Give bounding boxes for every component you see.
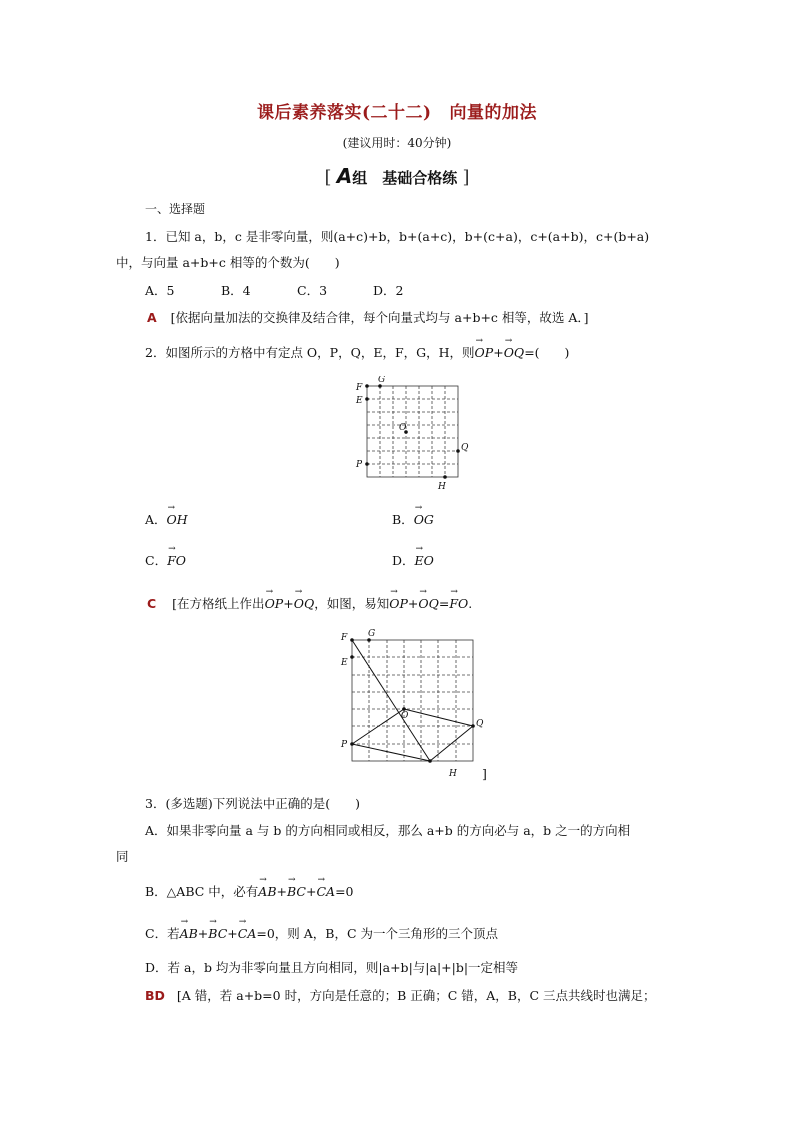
grid-dashed-lines xyxy=(367,386,458,477)
q3-option-c-suffix: =0，则 A，B，C 为一个三角形的三个顶点 xyxy=(256,926,498,941)
label2-f: F xyxy=(341,633,348,643)
q2-stem-vector-oq: → OQ xyxy=(504,345,525,360)
q1-option-a: A．5 xyxy=(145,283,175,298)
q2-option-c-vector: → FO xyxy=(167,553,186,568)
q3-option-c: C．若→ AB+→ BC+→ CA=0，则 A，B，C 为一个三角形的三个顶点 xyxy=(145,924,498,942)
q1-option-b: B．4 xyxy=(221,283,251,298)
label-p: P xyxy=(356,460,363,470)
q3-option-b-suffix: =0 xyxy=(335,884,354,899)
point2-f xyxy=(350,638,354,642)
grid2-dashed-lines xyxy=(352,640,473,761)
q2-exp-vector-oq-2: → OQ xyxy=(418,596,439,611)
point-q xyxy=(456,449,460,453)
q2-option-c-label: C． xyxy=(145,553,168,568)
title-part-1: 课后素养落实(二十二) xyxy=(256,103,432,123)
grid-border xyxy=(367,386,458,477)
q2-solution-figure xyxy=(335,626,495,782)
q3-option-b-vector-bc: → BC xyxy=(287,884,306,899)
q2-exp-vector-op: → OP xyxy=(265,596,284,611)
line-f-h xyxy=(352,640,430,761)
q3-option-a-line2: 同 xyxy=(116,849,129,864)
q2-option-a-vector: → OH xyxy=(167,512,188,527)
point2-e xyxy=(350,655,354,659)
suggested-time: (建议用时：40分钟) xyxy=(342,136,452,150)
label2-o: O xyxy=(401,711,409,721)
q3-answer-letter: BD xyxy=(145,988,165,1003)
page-title xyxy=(0,98,794,123)
q3-option-c-vector-bc: → BC xyxy=(208,926,227,941)
q2-option-d-label: D． xyxy=(392,553,415,568)
label-o: O xyxy=(399,423,407,433)
q2-stem xyxy=(145,343,569,361)
group-label: 组 基础合格练 xyxy=(352,169,458,187)
q2-stem-prefix: 2．如图所示的方格中有定点 O，P，Q，E，F，G，H，则 xyxy=(145,345,475,360)
q2-exp-prefix: [在方格纸上作出 xyxy=(172,596,265,611)
q2-option-b xyxy=(392,510,434,528)
label-f: F xyxy=(356,383,363,393)
group-letter: A xyxy=(336,164,353,188)
point2-h xyxy=(428,759,432,763)
q3-option-b-vector-ab: → AB xyxy=(258,884,276,899)
label2-q: Q xyxy=(476,719,484,729)
q2-exp-equals: = xyxy=(438,596,450,611)
label2-e: E xyxy=(341,658,348,668)
q2-stem-vector-op: → OP xyxy=(475,345,494,360)
q2-answer xyxy=(147,594,472,612)
q1-option-c: C．3 xyxy=(297,283,328,298)
q3-option-c-prefix: C．若 xyxy=(145,926,180,941)
line-p-o xyxy=(352,709,404,744)
q2-exp-mid: ，如图，易知 xyxy=(314,596,390,611)
q2-explanation-close: ] xyxy=(482,766,487,781)
q2-exp-vector-op-2: → OP xyxy=(389,596,408,611)
label-g: G xyxy=(378,376,386,385)
q2-option-a-label: A． xyxy=(145,512,167,527)
q2-exp-vector-fo: → FO xyxy=(449,596,468,611)
q3-option-c-vector-ca: → CA xyxy=(238,926,257,941)
q2-exp-plus: + xyxy=(283,596,294,611)
q2-exp-vector-oq: → OQ xyxy=(294,596,315,611)
group-heading xyxy=(0,164,794,188)
line-o-q xyxy=(404,709,473,726)
label-q: Q xyxy=(461,443,469,453)
q2-option-c xyxy=(145,551,186,569)
line-p-h xyxy=(352,744,430,761)
q3-option-c-vector-ab: → AB xyxy=(180,926,198,941)
q2-explanation xyxy=(172,596,472,611)
q1-explanation: [依据向量加法的交换律及结合律，每个向量式均与 a+b+c 相等，故选 A．] xyxy=(170,310,589,325)
q1-option-d: D．2 xyxy=(373,283,404,298)
section-heading: 一、选择题 xyxy=(145,202,206,216)
q3-stem: 3．(多选题)下列说法中正确的是( ) xyxy=(145,796,360,811)
label-e: E xyxy=(356,396,363,406)
q2-stem-plus: + xyxy=(493,345,504,360)
point-h xyxy=(443,475,447,479)
label2-g: G xyxy=(368,629,376,639)
q3-option-b-vector-ca: → CA xyxy=(316,884,335,899)
q1-stem-line2: 中，与向量 a+b+c 相等的个数为( ) xyxy=(116,255,340,270)
label2-p: P xyxy=(341,740,348,750)
grid2-border xyxy=(352,640,473,761)
label-h: H xyxy=(438,482,446,492)
q1-stem-line1: 1．已知 a，b，c 是非零向量，则(a+c)+b，b+(a+c)，b+(c+a)，c+(a+b)，c+(b+a) xyxy=(145,229,650,244)
q2-option-b-vector: → OG xyxy=(414,512,434,527)
q3-explanation: [A 错，若 a+b=0 时，方向是任意的；B 正确；C 错，A，B，C 三点共线时也满足； xyxy=(176,988,656,1003)
point2-q xyxy=(471,724,475,728)
q2-option-d-vector: → EO xyxy=(415,553,434,568)
q3-option-a-line1: A．如果非零向量 a 与 b 的方向相同或相反，那么 a+b 的方向必与 a，b 之一的方向相 xyxy=(145,823,631,838)
title-part-2: 向量的加法 xyxy=(449,103,538,123)
q2-option-d xyxy=(392,551,434,569)
q1-answer xyxy=(147,308,589,326)
q1-answer-letter: A xyxy=(147,310,157,325)
q2-stem-suffix: =( ) xyxy=(524,345,570,360)
q2-option-b-label: B． xyxy=(392,512,414,527)
group-bracket-close: ] xyxy=(462,167,470,188)
q3-option-b: B．△ABC 中，必有→ AB+→ BC+→ CA=0 xyxy=(145,882,354,900)
point-p xyxy=(365,462,369,466)
q3-answer xyxy=(145,986,656,1004)
q3-option-b-prefix: B．△ABC 中，必有 xyxy=(145,884,259,899)
point2-p xyxy=(350,742,354,746)
q3-option-d: D．若 a，b 均为非零向量且方向相同，则|a+b|与|a|+|b|一定相等 xyxy=(145,960,519,975)
q2-option-a xyxy=(145,510,188,528)
line-q-h xyxy=(430,726,473,761)
group-bracket-open: [ xyxy=(324,167,332,188)
q2-answer-letter: C xyxy=(147,596,157,611)
point-e xyxy=(365,397,369,401)
q2-grid-figure xyxy=(350,376,470,494)
q2-exp-end: . xyxy=(468,596,473,611)
point-f xyxy=(365,384,369,388)
q2-exp-plus-2: + xyxy=(407,596,419,611)
label2-h: H xyxy=(449,769,457,779)
